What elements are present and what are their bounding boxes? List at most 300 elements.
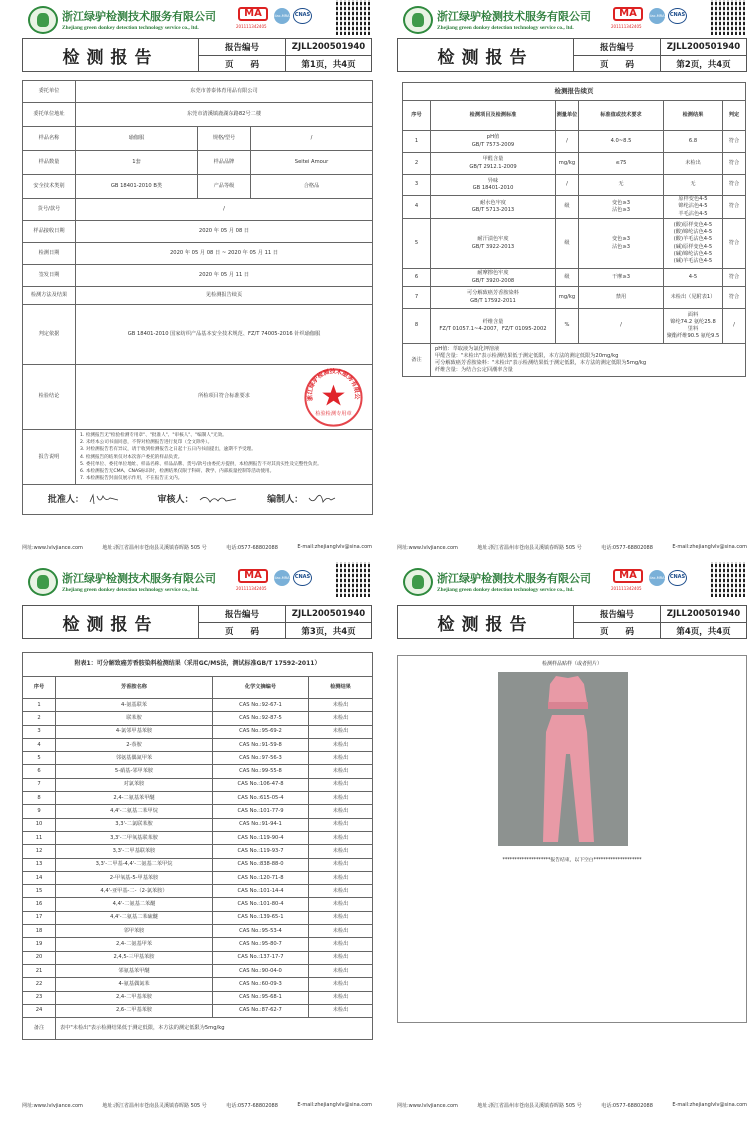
table-cell: 邻氨基苯甲醚 xyxy=(56,964,213,977)
table-cell: 耐摩擦色牢度 GB/T 3920-2008 xyxy=(431,269,556,287)
table-cell: 未检出 xyxy=(309,752,373,765)
note-item: 6. 本检测报告无CMA、CNAS标识时，检测结果仅限于科研、教学、内部质量控制等活动使用。 xyxy=(80,469,275,475)
table-cell: 未检出 xyxy=(309,911,373,924)
table-cell: 未检出 xyxy=(309,778,373,791)
table-cell: 未检出 xyxy=(664,153,723,175)
table-cell: CAS No.:101-14-4 xyxy=(213,885,309,898)
remark-row xyxy=(23,1018,373,1040)
company-name-cn: 浙江绿驴检测技术服务有限公司 xyxy=(62,10,216,23)
report-no: ZJLL200501940 xyxy=(285,606,371,622)
row-value: / xyxy=(76,199,373,221)
cma-mark: MA xyxy=(613,7,643,21)
table-row xyxy=(23,885,373,898)
table-row xyxy=(403,309,746,344)
note-item: 2. 未经本公司书面同意，不得对检测报告进行复印（全文除外）。 xyxy=(80,440,213,446)
report-title: 检测报告 xyxy=(62,47,159,68)
row-label: 委托单位地址 xyxy=(23,103,76,127)
table-row xyxy=(23,964,373,977)
row-value: 2020 年 05 月 08 日 xyxy=(76,221,373,243)
table-cell: 符合 xyxy=(723,153,746,175)
table-cell: 22 xyxy=(23,978,56,991)
table-cell: 符合 xyxy=(723,131,746,153)
row-label: 产品等级 xyxy=(198,175,251,199)
table-cell: 5 xyxy=(403,219,431,269)
footer-website: 网址:www.lvlvjiance.com xyxy=(22,1103,83,1109)
table-cell: CAS No.:87-62-7 xyxy=(213,1004,309,1017)
reviewer-signature xyxy=(198,492,238,508)
row-label: 委托单位 xyxy=(23,81,76,103)
report-title-box xyxy=(22,605,372,639)
column-header: 序号 xyxy=(403,101,431,131)
row-label: 货号/款号 xyxy=(23,199,76,221)
notes-cell xyxy=(76,430,373,485)
end-note: ********************报告结束，以下空白******************** xyxy=(502,858,642,863)
footer-phone: 电话:0577-68802088 xyxy=(601,1103,653,1109)
table-row xyxy=(23,792,373,805)
page-label: 页 码 xyxy=(573,55,660,71)
table-row xyxy=(23,805,373,818)
cnas-mark: CNAS xyxy=(668,8,687,24)
table-cell: 未检出 xyxy=(309,858,373,871)
info-row xyxy=(23,175,373,199)
report-page-1 xyxy=(0,0,375,561)
row-label: 检测日期 xyxy=(23,243,76,265)
report-no: ZJLL200501940 xyxy=(285,39,371,55)
report-title: 检测报告 xyxy=(437,614,534,635)
table-cell: 未检出 xyxy=(309,792,373,805)
table-row xyxy=(23,752,373,765)
table-cell: 未检出 xyxy=(309,951,373,964)
table-cell: 异味 GB 18401-2010 xyxy=(431,175,556,196)
table-cell: 甲醛含量 GB/T 2912.1-2009 xyxy=(431,153,556,175)
table-cell: 对氯苯胺 xyxy=(56,778,213,791)
table-cell: 12 xyxy=(23,845,56,858)
table-cell: 邻氨基偶氮甲苯 xyxy=(56,752,213,765)
table-cell: 变色≥3 沾色≥3 xyxy=(579,196,664,219)
note-item: 4. 检测报告的结果仅对本次客户委托的样品负责。 xyxy=(80,454,183,460)
table-cell: 4 xyxy=(23,738,56,751)
table-cell: 邻甲苯胺 xyxy=(56,925,213,938)
table-row xyxy=(403,175,746,196)
table-row xyxy=(403,219,746,269)
info-row xyxy=(23,287,373,305)
table-title-row xyxy=(23,653,373,677)
table-cell: 6 xyxy=(403,269,431,287)
table-cell: 13 xyxy=(23,858,56,871)
table-title: 检测报告续页 xyxy=(403,83,746,101)
row-value: 2020 年 05 月 08 日 ~ 2020 年 05 月 11 日 xyxy=(76,243,373,265)
remark-line: 纤维含量：为结合公定回潮率含量 xyxy=(435,367,513,374)
column-header: 判定 xyxy=(723,101,746,131)
table-cell: 19 xyxy=(23,938,56,951)
row-value: Seitei Amour xyxy=(251,151,373,175)
table-cell: 级 xyxy=(556,196,579,219)
report-no-label: 报告编号 xyxy=(198,606,285,622)
table-cell: 2,6-二甲基苯胺 xyxy=(56,1004,213,1017)
row-label: 检验结论 xyxy=(23,365,76,430)
row-label: 签发日期 xyxy=(23,265,76,287)
info-row xyxy=(23,103,373,127)
remark-line: pH值：萃取液为氯化钾溶液 xyxy=(435,346,500,352)
table-cell: CAS No.:97-56-3 xyxy=(213,752,309,765)
report-page-2 xyxy=(375,0,750,561)
stamp-text: 浙江绿驴检测技术服务有限公 xyxy=(306,367,361,401)
remark-label: 备注 xyxy=(403,344,431,377)
company-logo xyxy=(28,568,58,596)
company-name-en: Zhejiang green donkey detection technology service co., ltd. xyxy=(62,25,199,31)
remark-cell xyxy=(431,344,746,377)
conclusion-text: 所检项目符合标准要求 xyxy=(198,393,250,400)
table-cell: 3 xyxy=(23,725,56,738)
cnas-mark: CNAS xyxy=(293,570,312,586)
cma-mark: MA xyxy=(613,569,643,583)
company-name-en: Zhejiang green donkey detection technology service co., ltd. xyxy=(437,25,574,31)
row-value: 2020 年 05 月 11 日 xyxy=(76,265,373,287)
row-label: 安全技术类别 xyxy=(23,175,76,199)
info-row xyxy=(23,81,373,103)
table-cell: 未检出 xyxy=(309,845,373,858)
editor-signature xyxy=(307,492,347,508)
table-row xyxy=(23,712,373,725)
table-cell: 耐水色牢度 GB/T 5713-2013 xyxy=(431,196,556,219)
table-row xyxy=(23,1004,373,1017)
table-cell: 3 xyxy=(403,175,431,196)
table-cell: 未检出 xyxy=(309,738,373,751)
qr-code xyxy=(336,0,372,35)
footer-email: E-mail:zhejianglvlv@sina.com xyxy=(672,544,747,550)
row-label: 样品品牌 xyxy=(198,151,251,175)
table-cell: 6.8 xyxy=(664,131,723,153)
table-cell: 未检出 xyxy=(309,925,373,938)
table-cell: 耐汗渍色牢度 GB/T 3922-2013 xyxy=(431,219,556,269)
reviewer-label: 审核人： xyxy=(157,494,194,505)
table-cell: 10 xyxy=(23,818,56,831)
table-cell: 未检出 xyxy=(309,725,373,738)
page-footer xyxy=(22,1102,372,1109)
table-cell: CAS No.:90-04-0 xyxy=(213,964,309,977)
page-number: 第3页，共4页 xyxy=(285,622,371,638)
remark-label: 备注 xyxy=(23,1018,56,1040)
remark-row xyxy=(403,344,746,377)
table-header-row xyxy=(23,677,373,699)
official-stamp xyxy=(303,367,364,428)
cma-mark: MA xyxy=(238,569,268,583)
reviewer-block xyxy=(158,492,238,508)
table-row xyxy=(403,269,746,287)
table-cell: 4-氨基联苯 xyxy=(56,699,213,712)
table-cell: pH值 GB/T 7573-2009 xyxy=(431,131,556,153)
page-footer xyxy=(397,1102,747,1109)
company-logo xyxy=(403,568,433,596)
table-row xyxy=(23,925,373,938)
table-cell: 7 xyxy=(23,778,56,791)
stamp-graphic xyxy=(303,367,364,428)
table-row xyxy=(23,951,373,964)
ilac-mark: ilac-MRA xyxy=(649,8,665,24)
report-no: ZJLL200501940 xyxy=(660,39,746,55)
results-table xyxy=(402,82,746,377)
table-cell: 2,4-二氨基甲苯 xyxy=(56,938,213,951)
sample-photo-box xyxy=(397,655,747,1023)
table-cell: CAS No.:95-80-7 xyxy=(213,938,309,951)
table-cell: CAS No.:92-87-5 xyxy=(213,712,309,725)
table-cell: CAS No.:119-93-7 xyxy=(213,845,309,858)
info-row xyxy=(23,243,373,265)
page-number: 第1页，共4页 xyxy=(285,55,371,71)
info-row xyxy=(23,365,373,430)
table-cell: 1 xyxy=(23,699,56,712)
table-title: 附表1：可分解致癌芳香胺染料检测结果（采用GC/MS法，测试标准GB/T 17592-2011） xyxy=(23,653,373,677)
table-header-row xyxy=(403,101,746,131)
table-cell: 无 xyxy=(664,175,723,196)
table-cell: 21 xyxy=(23,964,56,977)
company-name-en: Zhejiang green donkey detection technology service co., ltd. xyxy=(437,587,574,593)
table-cell: 未检出 xyxy=(309,898,373,911)
row-label: 样品接收日期 xyxy=(23,221,76,243)
page-footer xyxy=(22,544,372,551)
approver-signature xyxy=(88,492,128,508)
info-row xyxy=(23,221,373,243)
column-header: 化学文摘编号 xyxy=(213,677,309,699)
info-row xyxy=(23,265,373,287)
table-cell: 未检出（见附表1） xyxy=(664,287,723,309)
table-cell: 14 xyxy=(23,871,56,884)
signature-row xyxy=(23,485,373,515)
page-label: 页 码 xyxy=(198,622,285,638)
footer-email: E-mail:zhejianglvlv@sina.com xyxy=(297,1102,372,1108)
column-header: 序号 xyxy=(23,677,56,699)
row-value: / xyxy=(251,127,373,151)
table-cell: 2 xyxy=(403,153,431,175)
table-row xyxy=(23,765,373,778)
qr-code xyxy=(336,562,372,597)
row-value: 合格品 xyxy=(251,175,373,199)
report-no-label: 报告编号 xyxy=(573,606,660,622)
table-cell: 4,4'-二氨基二苯硫醚 xyxy=(56,911,213,924)
footer-address: 地址:浙江省温州市苍南县灵溪镇春晖路 505 号 xyxy=(102,1103,207,1109)
table-cell: 3,3'-二甲氧基联苯胺 xyxy=(56,831,213,844)
sample-photo xyxy=(498,672,628,846)
footer-website: 网址:www.lvlvjiance.com xyxy=(397,1103,458,1109)
column-header: 检测项目及检测标准 xyxy=(431,101,556,131)
table-cell: CAS No.:120-71-8 xyxy=(213,871,309,884)
editor-block xyxy=(267,492,347,508)
table-cell: 未检出 xyxy=(309,871,373,884)
table-cell: CAS No.:119-90-4 xyxy=(213,831,309,844)
cma-number: 201111342405 xyxy=(611,586,642,591)
table-cell: CAS No.:95-53-4 xyxy=(213,925,309,938)
notes-row xyxy=(23,430,373,485)
note-item: 5. 委托单位、委托单位地址、样品名称、样品品牌、货号/款号由委托方提供，本检测报告不对其真实性及完整性负责。 xyxy=(80,461,322,467)
table-cell: 2,4-二氨基苯甲醚 xyxy=(56,792,213,805)
table-cell: 未检出 xyxy=(309,805,373,818)
table-cell: 未检出 xyxy=(309,831,373,844)
table-cell: 2 xyxy=(23,712,56,725)
info-row xyxy=(23,305,373,365)
table-cell: % xyxy=(556,309,579,344)
table-cell: 符合 xyxy=(723,219,746,269)
footer-website: 网址:www.lvlvjiance.com xyxy=(397,545,458,551)
table-cell: CAS No.:101-80-4 xyxy=(213,898,309,911)
table-cell: 4,4'-亚甲基-二-（2-氯苯胺） xyxy=(56,885,213,898)
table-row xyxy=(23,818,373,831)
info-row xyxy=(23,151,373,175)
table-cell: 级 xyxy=(556,219,579,269)
page-number: 第4页，共4页 xyxy=(660,622,746,638)
company-name-cn: 浙江绿驴检测技术服务有限公司 xyxy=(62,572,216,585)
info-table xyxy=(22,80,373,515)
company-name-cn: 浙江绿驴检测技术服务有限公司 xyxy=(437,572,591,585)
table-cell: 干摩≥3 xyxy=(579,269,664,287)
table-cell: 2-萘胺 xyxy=(56,738,213,751)
table-cell: 4-氨基偶氮苯 xyxy=(56,978,213,991)
approver-label: 批准人： xyxy=(47,494,84,505)
remark-line: 甲醛含量："未检出"表示检测结果低于测定低限，本方法的测定低限为20mg/kg xyxy=(435,353,619,360)
qr-code xyxy=(711,562,747,597)
table-cell: 面料 锦纶74.2 氨纶25.8 里料 聚酯纤维90.5 氨纶9.5 xyxy=(664,309,723,344)
table-cell: 24 xyxy=(23,1004,56,1017)
page-footer xyxy=(397,544,747,551)
table-row xyxy=(23,831,373,844)
footer-website: 网址:www.lvlvjiance.com xyxy=(22,545,83,551)
table-cell: / xyxy=(579,309,664,344)
table-cell: 未检出 xyxy=(309,964,373,977)
amine-table xyxy=(22,652,373,1040)
table-cell: 4.0~8.5 xyxy=(579,131,664,153)
table-cell: 2,4,5-三甲基苯胺 xyxy=(56,951,213,964)
table-cell: 8 xyxy=(23,792,56,805)
cnas-mark: CNAS xyxy=(293,8,312,24)
table-cell: 未检出 xyxy=(309,765,373,778)
table-cell: 3,3'-二甲基-4,4'-二氨基二苯甲烷 xyxy=(56,858,213,871)
row-value: 瑜伽服 xyxy=(76,127,198,151)
table-row xyxy=(23,778,373,791)
table-cell: mg/kg xyxy=(556,153,579,175)
row-value: 见检测报告续页 xyxy=(76,287,373,305)
remark-line: 可分解致癌芳香胺染料："未检出"表示检测结果低于测定低限，本方法的测定低限为5mg/kg xyxy=(435,360,647,367)
table-cell: 禁用 xyxy=(579,287,664,309)
table-cell: 4,4'-二氨基二苯甲烷 xyxy=(56,805,213,818)
table-row xyxy=(23,991,373,1004)
approver-block xyxy=(48,492,128,508)
footer-email: E-mail:zhejianglvlv@sina.com xyxy=(297,544,372,550)
table-cell: 2-甲氧基-5-甲基苯胺 xyxy=(56,871,213,884)
info-row xyxy=(23,127,373,151)
table-cell: CAS No.:137-17-7 xyxy=(213,951,309,964)
table-row xyxy=(403,287,746,309)
table-cell: CAS No.:95-69-2 xyxy=(213,725,309,738)
table-cell: 3,3'-二氯联苯胺 xyxy=(56,818,213,831)
row-label: 样品数量 xyxy=(23,151,76,175)
table-cell: 4-5 xyxy=(664,269,723,287)
cnas-mark: CNAS xyxy=(668,570,687,586)
qr-code xyxy=(711,0,747,35)
footer-address: 地址:浙江省温州市苍南县灵溪镇春晖路 505 号 xyxy=(477,545,582,551)
report-no-label: 报告编号 xyxy=(573,39,660,55)
table-cell: 无 xyxy=(579,175,664,196)
column-header: 检测结果 xyxy=(309,677,373,699)
table-cell: 未检出 xyxy=(309,818,373,831)
column-header: 测量单位 xyxy=(556,101,579,131)
table-cell: 9 xyxy=(23,805,56,818)
table-cell: CAS No.:92-67-1 xyxy=(213,699,309,712)
row-value: GB 18401-2010 国家纺织产品基本安全技术规范、FZ/T 74005-2016 针织瑜伽服 xyxy=(76,305,373,365)
row-value: 1套 xyxy=(76,151,198,175)
table-row xyxy=(23,725,373,738)
company-name-en: Zhejiang green donkey detection technology service co., ltd. xyxy=(62,587,199,593)
table-cell: 23 xyxy=(23,991,56,1004)
table-cell: 7 xyxy=(403,287,431,309)
conclusion-wrap xyxy=(76,366,372,429)
footer-address: 地址:浙江省温州市苍南县灵溪镇春晖路 505 号 xyxy=(477,1103,582,1109)
table-cell: 符合 xyxy=(723,175,746,196)
footer-phone: 电话:0577-68802088 xyxy=(226,1103,278,1109)
cma-number: 201111342405 xyxy=(611,24,642,29)
report-title-box xyxy=(397,605,747,639)
note-item: 1. 检测报告无"检验检测专用章"、"批准人"、"审核人"、"编制人"无效。 xyxy=(80,433,227,438)
report-no-label: 报告编号 xyxy=(198,39,285,55)
table-cell: CAS No.:101-77-9 xyxy=(213,805,309,818)
note-item: 7. 本检测报告封面仅展示作用，不在报告正文内。 xyxy=(80,476,183,482)
table-cell: 6 xyxy=(23,765,56,778)
table-cell: 未检出 xyxy=(309,699,373,712)
table-row xyxy=(23,845,373,858)
table-cell: 3,3'-二甲基联苯胺 xyxy=(56,845,213,858)
cma-number: 201111342405 xyxy=(236,24,267,29)
page-label: 页 码 xyxy=(198,55,285,71)
table-row xyxy=(23,938,373,951)
company-name-cn: 浙江绿驴检测技术服务有限公司 xyxy=(437,10,591,23)
ilac-mark: ilac-MRA xyxy=(649,570,665,586)
report-page-4 xyxy=(375,562,750,1123)
table-row xyxy=(23,699,373,712)
table-cell: 未检出 xyxy=(309,885,373,898)
signature-cell xyxy=(23,485,373,515)
table-row xyxy=(23,738,373,751)
table-cell: 4-氯邻甲基苯胺 xyxy=(56,725,213,738)
table-cell: 4 xyxy=(403,196,431,219)
table-cell: 18 xyxy=(23,925,56,938)
report-title: 检测报告 xyxy=(62,614,159,635)
table-cell: ≤75 xyxy=(579,153,664,175)
table-cell: 20 xyxy=(23,951,56,964)
table-cell: mg/kg xyxy=(556,287,579,309)
table-cell: 变色≥3 沾色≥3 xyxy=(579,219,664,269)
signature-line xyxy=(23,492,372,508)
column-header: 检测结果 xyxy=(664,101,723,131)
table-cell: 未检出 xyxy=(309,1004,373,1017)
column-header: 芳香胺名称 xyxy=(56,677,213,699)
row-value: 东莞市清溪镇鹿湖东路82号二楼 xyxy=(76,103,373,127)
table-row xyxy=(403,153,746,175)
table-cell: 级 xyxy=(556,269,579,287)
stamp-subtext: 检验检测专用章 xyxy=(315,410,352,417)
ilac-mark: ilac-MRA xyxy=(274,570,290,586)
table-row xyxy=(23,898,373,911)
notes-label: 报告说明 xyxy=(23,430,76,485)
table-cell: 1 xyxy=(403,131,431,153)
table-cell: 17 xyxy=(23,911,56,924)
footer-email: E-mail:zhejianglvlv@sina.com xyxy=(672,1102,747,1108)
page-label: 页 码 xyxy=(573,622,660,638)
conclusion-cell xyxy=(76,365,373,430)
table-cell: 5-硝基-邻甲苯胺 xyxy=(56,765,213,778)
editor-label: 编制人： xyxy=(267,494,304,505)
table-cell: 8 xyxy=(403,309,431,344)
table-cell: 未检出 xyxy=(309,991,373,1004)
table-row xyxy=(23,871,373,884)
table-cell: / xyxy=(556,175,579,196)
